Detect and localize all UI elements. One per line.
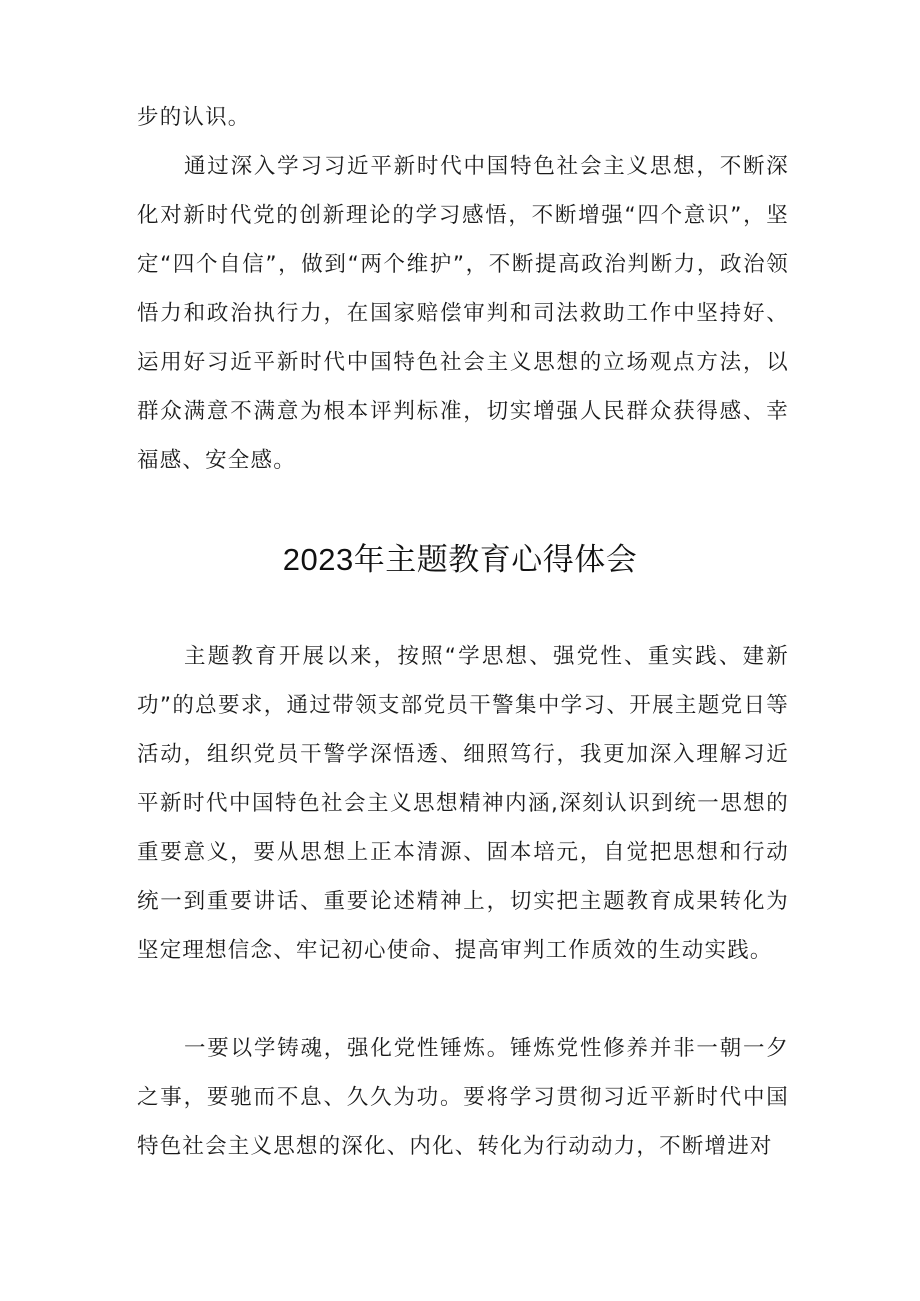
body-paragraph-2: 主题教育开展以来，按照“学思想、强党性、重实践、建新功”的总要求，通过带领支部党员干警集中学习、开展主题党日等活动，组织党员干警学深悟透、细照笃行，我更加深入理解习近平新时代中国特色社会主义思想精神内涵,深刻认识到统一思想的重要意义，要从思想上正本清源、固本培元，自觉把思想和行动统一到重要讲话、重要论述精神上，切实把主题教育成果转化为坚定理想信念、牢记初心使命、提高审判工作质效的生动实践。 [137, 644, 789, 963]
document-title: 2023年主题教育心得体会 [282, 542, 638, 577]
continuation-paragraph: 步的认识。 [137, 105, 251, 130]
body-paragraph-3: 一要以学铸魂，强化党性锤炼。锤炼党性修养并非一朝一夕之事，要驰而不息、久久为功。要将学习贯彻习近平新时代中国特色社会主义思想的深化、内化、转化为行动动力，不断增进对 [137, 1036, 789, 1159]
body-paragraph-1: 通过深入学习习近平新时代中国特色社会主义思想，不断深化对新时代党的创新理论的学习感悟，不断增强“四个意识”，坚定“四个自信”，做到“两个维护”，不断提高政治判断力，政治领悟力和政治执行力，在国家赔偿审判和司法救助工作中坚持好、运用好习近平新时代中国特色社会主义思想的立场观点方法，以群众满意不满意为根本评判标准，切实增强人民群众获得感、幸福感、安全感。 [137, 154, 789, 473]
